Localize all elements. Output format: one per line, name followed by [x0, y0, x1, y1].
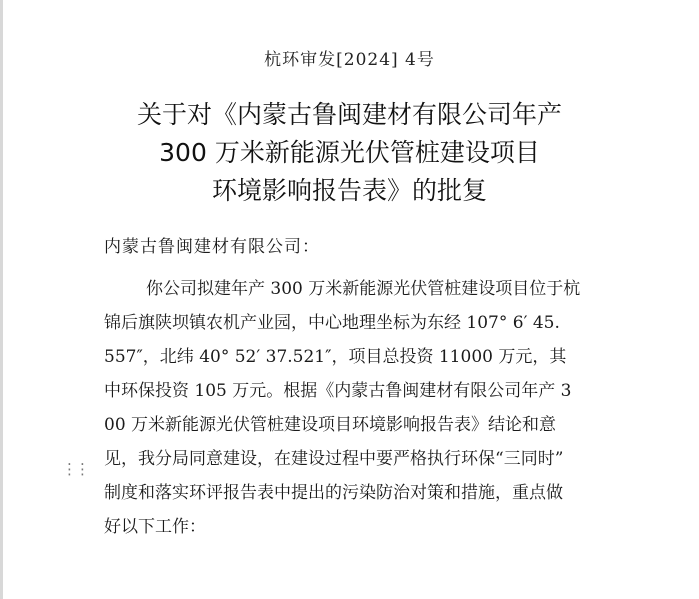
body-line: 见，我分局同意建设，在建设过程中要严格执行环保“三同时”: [104, 449, 564, 469]
body-line: 好以下工作：: [104, 517, 206, 537]
title-line: 关于对《内蒙古鲁闽建材有限公司年产: [136, 100, 562, 129]
body-line: 557″，北纬 40° 52′ 37.521″，项目总投资 11000 万元，其: [104, 347, 567, 367]
title-line: 环境影响报告表》的批复: [211, 176, 487, 205]
body-line: 你公司拟建年产 300 万米新能源光伏管桩建设项目位于杭: [146, 279, 581, 299]
body-line: 中环保投资 105 万元。根据《内蒙古鲁闽建材有限公司年产 3: [104, 381, 572, 401]
title-line: 300 万米新能源光伏管桩建设项目: [159, 138, 540, 167]
body-line: 00 万米新能源光伏管桩建设项目环境影响报告表》结论和意: [104, 415, 557, 435]
page-edge: [0, 0, 3, 599]
document-number: 杭环审发[2024] 4号: [264, 50, 435, 70]
body-line: 制度和落实环评报告表中提出的污染防治对策和措施，重点做: [104, 483, 563, 503]
body-paragraph: [104, 272, 634, 544]
body-line: 锦后旗陕坝镇农机产业园，中心地理坐标为东经 107° 6′ 45.: [104, 313, 560, 333]
document-title: [0, 96, 699, 210]
drag-handle-icon[interactable]: ⋮⋮: [62, 460, 88, 478]
addressee: 内蒙古鲁闽建材有限公司：: [104, 237, 320, 257]
